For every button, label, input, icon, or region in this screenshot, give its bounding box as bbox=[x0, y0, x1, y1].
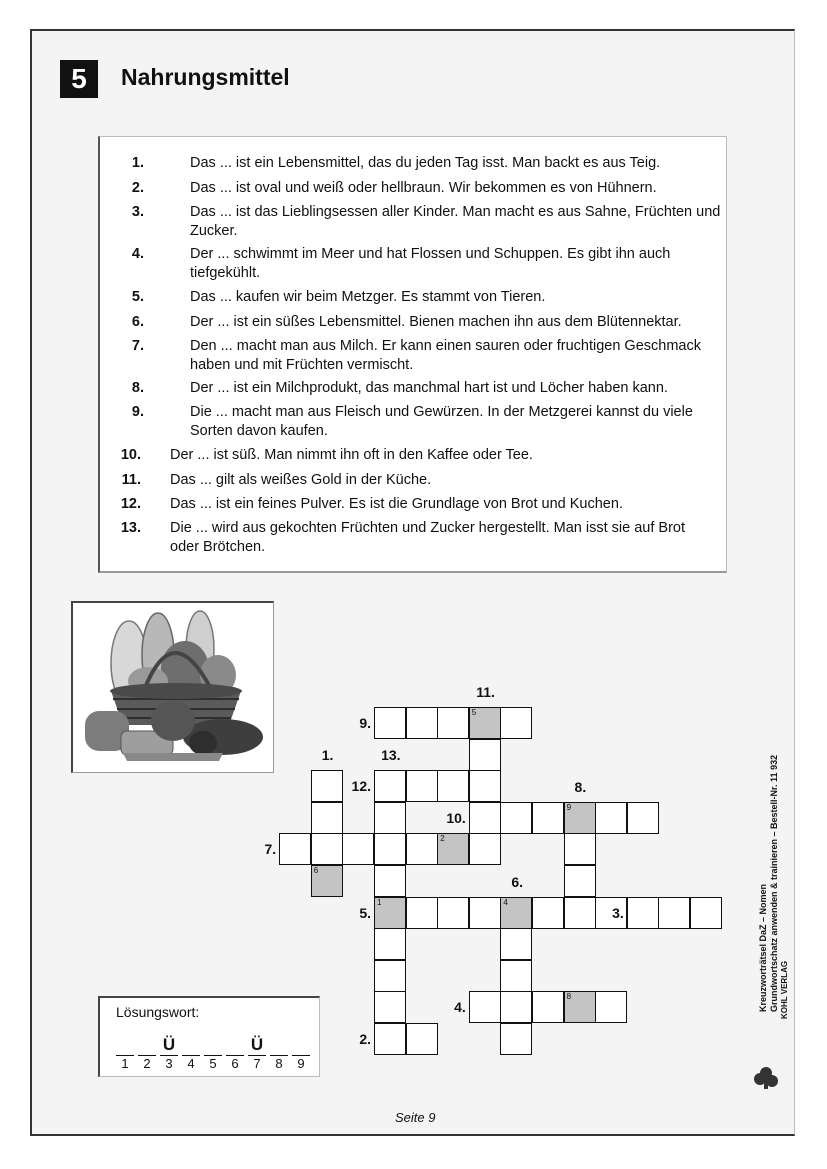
crossword-label: 1. bbox=[321, 747, 334, 764]
tree-logo-icon bbox=[750, 1015, 786, 1091]
crossword-cell[interactable] bbox=[500, 802, 532, 834]
crossword-cell[interactable] bbox=[374, 960, 406, 992]
clue-text: Das ... kaufen wir beim Metzger. Es stammt von Tieren. bbox=[190, 289, 546, 305]
crossword-label: 12. bbox=[351, 778, 371, 795]
crossword-cell[interactable] bbox=[627, 897, 659, 929]
solution-slot-index: 2 bbox=[143, 1056, 151, 1071]
clue-text: Der ... schwimmt im Meer und hat Flossen und Schuppen. Es gibt ihn auch tiefgekühlt. bbox=[190, 246, 671, 281]
crossword-label: 13. bbox=[381, 747, 401, 764]
clue-text: Die ... wird aus gekochten Früchten und Zucker hergestellt. Man isst sie auf Brot oder Brötchen. bbox=[170, 520, 685, 555]
crossword-cell[interactable] bbox=[595, 991, 627, 1023]
solution-letter bbox=[204, 1036, 222, 1054]
crossword-label: 4. bbox=[454, 999, 466, 1016]
side-imprint-line1: Kreuzworträtsel DaZ – Nomen bbox=[758, 883, 768, 1012]
bread-basket-icon bbox=[73, 603, 272, 771]
solution-letter bbox=[226, 1036, 244, 1054]
crossword-label: 9. bbox=[359, 715, 371, 731]
solution-label: Lösungswort: bbox=[116, 1004, 200, 1020]
solution-index: 4 bbox=[503, 897, 508, 907]
clue-number: 12. bbox=[120, 496, 141, 512]
solution-index: 5 bbox=[471, 708, 477, 717]
clue-number: 13. bbox=[120, 520, 141, 536]
crossword-cell[interactable] bbox=[564, 802, 596, 834]
crossword-cell[interactable] bbox=[469, 707, 501, 739]
crossword-cell[interactable] bbox=[437, 897, 469, 929]
crossword-label: 5. bbox=[359, 904, 371, 921]
crossword-cell[interactable] bbox=[690, 897, 722, 929]
solution-box bbox=[98, 996, 320, 1077]
solution-slot[interactable] bbox=[138, 1036, 156, 1071]
crossword-label: 8. bbox=[574, 778, 587, 795]
clue-text: Der ... ist ein Milchprodukt, das manchmal hart ist und Löcher haben kann. bbox=[190, 380, 668, 396]
crossword-cell[interactable] bbox=[500, 897, 532, 929]
crossword-cell[interactable] bbox=[342, 833, 374, 865]
publisher-name: KOHL VERLAG bbox=[780, 960, 789, 1019]
clue-number: 8. bbox=[131, 380, 144, 396]
solution-slot-index: 3 bbox=[165, 1056, 173, 1071]
crossword-label: 3. bbox=[612, 904, 624, 921]
solution-slot-index: 7 bbox=[253, 1056, 261, 1071]
solution-slot-index: 8 bbox=[275, 1056, 283, 1071]
solution-letter bbox=[270, 1036, 288, 1054]
crossword-label: 10. bbox=[446, 809, 466, 826]
solution-slot-index: 1 bbox=[121, 1056, 129, 1071]
solution-letter: Ü bbox=[250, 1035, 264, 1054]
crossword-cell[interactable] bbox=[374, 897, 406, 929]
solution-slot[interactable] bbox=[292, 1036, 310, 1071]
solution-index: 2 bbox=[440, 834, 445, 844]
crossword-label: 2. bbox=[359, 1031, 371, 1047]
crossword-cell[interactable] bbox=[374, 865, 406, 897]
clue-number: 2. bbox=[131, 180, 144, 196]
solution-slot[interactable] bbox=[160, 1036, 178, 1071]
crossword-cell[interactable] bbox=[437, 833, 469, 865]
solution-slot-index: 4 bbox=[187, 1056, 195, 1071]
solution-slot[interactable] bbox=[248, 1036, 266, 1071]
solution-letter: Ü bbox=[162, 1035, 176, 1054]
clue-text: Den ... macht man aus Milch. Er kann einen sauren oder fruchtigen Geschmack haben und mit Früchten vermischt. bbox=[190, 338, 701, 373]
solution-slot[interactable] bbox=[270, 1036, 288, 1071]
clue-text: Das ... ist ein feines Pulver. Es ist die Grundlage von Brot und Kuchen. bbox=[170, 496, 623, 512]
clue-text: Das ... ist oval und weiß oder hellbraun. Wir bekommen es von Hühnern. bbox=[190, 180, 657, 196]
side-imprint bbox=[758, 755, 780, 1012]
solution-letter bbox=[138, 1036, 156, 1054]
clue-text: Der ... ist süß. Man nimmt ihn oft in den Kaffee oder Tee. bbox=[170, 447, 533, 463]
crossword-cell[interactable] bbox=[374, 802, 406, 834]
clue-number: 10. bbox=[120, 447, 141, 463]
crossword-cell[interactable] bbox=[374, 707, 406, 739]
crossword-cell[interactable] bbox=[437, 770, 469, 802]
crossword-cell[interactable] bbox=[437, 707, 469, 739]
crossword-cell[interactable] bbox=[532, 991, 564, 1023]
crossword-cell[interactable] bbox=[564, 833, 596, 865]
crossword-cell[interactable] bbox=[469, 991, 501, 1023]
crossword-label: 6. bbox=[511, 873, 524, 890]
crossword-cell[interactable] bbox=[406, 897, 438, 929]
solution-index: 9 bbox=[566, 802, 572, 812]
crossword-cell[interactable] bbox=[469, 802, 501, 834]
crossword-cell[interactable] bbox=[564, 991, 596, 1023]
crossword-cell[interactable] bbox=[595, 802, 627, 834]
crossword-cell[interactable] bbox=[406, 707, 438, 739]
crossword-cell[interactable] bbox=[406, 833, 438, 865]
clue-text: Das ... ist das Lieblingsessen aller Kinder. Man macht es aus Sahne, Früchten und Zucker. bbox=[190, 204, 721, 239]
crossword-cell[interactable] bbox=[311, 865, 343, 897]
clue-number: 6. bbox=[131, 314, 144, 330]
clue-number: 1. bbox=[131, 155, 144, 171]
crossword-cell[interactable] bbox=[469, 739, 501, 771]
unit-number: 5 bbox=[60, 60, 98, 98]
clue-number: 7. bbox=[131, 338, 144, 354]
side-imprint-line2: Grundwortschatz anwenden & trainieren – Bestell-Nr. 11 932 bbox=[769, 754, 779, 1012]
clue-list bbox=[98, 136, 727, 573]
crossword-cell[interactable] bbox=[311, 833, 343, 865]
crossword-cell[interactable] bbox=[279, 833, 311, 865]
crossword-cell[interactable] bbox=[374, 1023, 406, 1055]
solution-index: 6 bbox=[313, 866, 319, 875]
solution-letter bbox=[116, 1036, 134, 1054]
crossword-cell[interactable] bbox=[374, 991, 406, 1023]
crossword-cell[interactable] bbox=[658, 897, 690, 929]
solution-slot[interactable] bbox=[182, 1036, 200, 1071]
crossword-cell[interactable] bbox=[500, 707, 532, 739]
solution-slot[interactable] bbox=[204, 1036, 222, 1071]
page-title: Nahrungsmittel bbox=[121, 64, 290, 90]
crossword-cell[interactable] bbox=[469, 833, 501, 865]
solution-slot-index: 6 bbox=[231, 1056, 239, 1071]
crossword-cell[interactable] bbox=[564, 865, 596, 897]
crossword-cell[interactable] bbox=[374, 770, 406, 802]
solution-letter bbox=[182, 1036, 200, 1054]
solution-index: 8 bbox=[566, 992, 572, 1002]
clue-number: 11. bbox=[121, 472, 141, 488]
solution-slot-index: 9 bbox=[297, 1056, 305, 1071]
crossword-label: 11. bbox=[476, 684, 495, 700]
crossword-cell[interactable] bbox=[532, 802, 564, 834]
clue-number: 9. bbox=[131, 404, 144, 420]
publisher-logo bbox=[750, 960, 789, 1091]
crossword-cell[interactable] bbox=[374, 833, 406, 865]
crossword-cell[interactable] bbox=[627, 802, 659, 834]
crossword-cell[interactable] bbox=[406, 770, 438, 802]
crossword-cell[interactable] bbox=[500, 928, 532, 960]
crossword-label: 7. bbox=[264, 841, 277, 858]
page-number: Seite 9 bbox=[395, 1110, 436, 1125]
crossword-cell[interactable] bbox=[500, 991, 532, 1023]
clue-text: Der ... ist ein süßes Lebensmittel. Bienen machen ihn aus dem Blütennektar. bbox=[190, 314, 682, 330]
clue-text: Das ... ist ein Lebensmittel, das du jeden Tag isst. Man backt es aus Teig. bbox=[190, 155, 661, 171]
crossword-cell[interactable] bbox=[311, 802, 343, 834]
clue-text: Die ... macht man aus Fleisch und Gewürzen. In der Metzgerei kannst du viele Sorten davon kaufen. bbox=[190, 404, 693, 439]
solution-letter bbox=[292, 1036, 310, 1054]
crossword-cell[interactable] bbox=[500, 960, 532, 992]
bread-basket-image bbox=[71, 601, 274, 773]
crossword-cell[interactable] bbox=[532, 897, 564, 929]
crossword-cell[interactable] bbox=[469, 770, 501, 802]
crossword-cell[interactable] bbox=[500, 1023, 532, 1055]
solution-index: 1 bbox=[377, 897, 382, 907]
clue-number: 5. bbox=[131, 289, 144, 305]
solution-slot[interactable] bbox=[116, 1036, 134, 1071]
crossword-cell[interactable] bbox=[374, 928, 406, 960]
clue-number: 4. bbox=[131, 246, 144, 262]
crossword-cell[interactable] bbox=[406, 1023, 438, 1055]
crossword-cell[interactable] bbox=[469, 897, 501, 929]
solution-slot-index: 5 bbox=[209, 1056, 217, 1071]
clue-number: 3. bbox=[131, 204, 144, 220]
solution-slot[interactable] bbox=[226, 1036, 244, 1071]
clue-text: Das ... gilt als weißes Gold in der Küche. bbox=[170, 472, 432, 488]
